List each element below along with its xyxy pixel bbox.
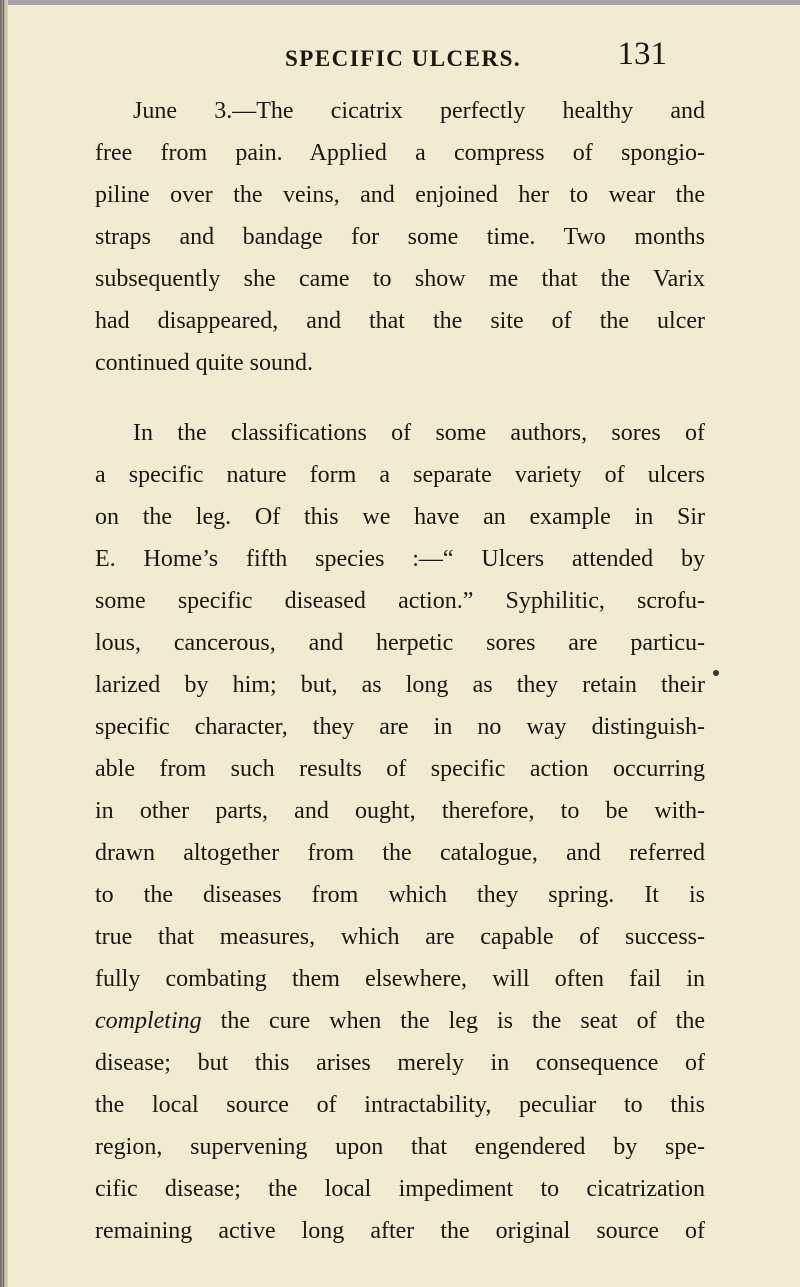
text-line: fully combating them elsewhere, will often fail in bbox=[95, 966, 705, 992]
text-line: the local source of intractability, peculiar to this bbox=[95, 1092, 705, 1118]
text-line: true that measures, which are capable of success- bbox=[95, 924, 705, 950]
text-line: E. Home’s fifth species :—“ Ulcers attended by bbox=[95, 546, 705, 572]
paper-speck bbox=[712, 669, 720, 677]
text-line: on the leg. Of this we have an example in Sir bbox=[95, 504, 705, 530]
page-header bbox=[95, 38, 705, 82]
text-line: specific character, they are in no way distinguish- bbox=[95, 714, 705, 740]
page-number: 131 bbox=[617, 36, 667, 72]
text-fragment: the cure when the leg is the seat of the bbox=[201, 1008, 705, 1034]
text-line: a specific nature form a separate variety of ulcers bbox=[95, 462, 705, 488]
paragraph-2 bbox=[95, 412, 705, 1252]
paragraph-gap bbox=[95, 384, 705, 412]
text-line: remaining active long after the original source of bbox=[95, 1218, 705, 1244]
body-text bbox=[95, 90, 705, 1252]
text-line: some specific diseased action.” Syphilitic, scrofu- bbox=[95, 588, 705, 614]
italic-word: completing bbox=[95, 1008, 202, 1034]
text-line: able from such results of specific action occurring bbox=[95, 756, 705, 782]
text-line: had disappeared, and that the site of the ulcer bbox=[95, 308, 705, 334]
text-line-with-italic bbox=[95, 1000, 705, 1042]
text-line: disease; but this arises merely in consequence of bbox=[95, 1050, 705, 1076]
text-line: straps and bandage for some time. Two months bbox=[95, 224, 705, 250]
text-line: free from pain. Applied a compress of spongio- bbox=[95, 140, 705, 166]
text-line: region, supervening upon that engendered by spe- bbox=[95, 1134, 705, 1160]
text-line: to the diseases from which they spring. It is bbox=[95, 882, 705, 908]
binding-edge bbox=[0, 0, 8, 1287]
text-line: cific disease; the local impediment to cicatrization bbox=[95, 1176, 705, 1202]
text-line: piline over the veins, and enjoined her to wear the bbox=[95, 182, 705, 208]
paragraph-1 bbox=[95, 90, 705, 384]
text-line: In the classifications of some authors, sores of bbox=[133, 420, 705, 446]
text-line: lous, cancerous, and herpetic sores are particu- bbox=[95, 630, 705, 656]
book-page bbox=[95, 0, 705, 1287]
running-title: SPECIFIC ULCERS. bbox=[285, 46, 522, 71]
text-line: continued quite sound. bbox=[95, 350, 313, 376]
text-line: in other parts, and ought, therefore, to be with- bbox=[95, 798, 705, 824]
text-line: larized by him; but, as long as they retain their bbox=[95, 672, 705, 698]
text-line: June 3.—The cicatrix perfectly healthy and bbox=[133, 98, 705, 124]
text-line: subsequently she came to show me that the Varix bbox=[95, 266, 705, 292]
text-line: drawn altogether from the catalogue, and referred bbox=[95, 840, 705, 866]
